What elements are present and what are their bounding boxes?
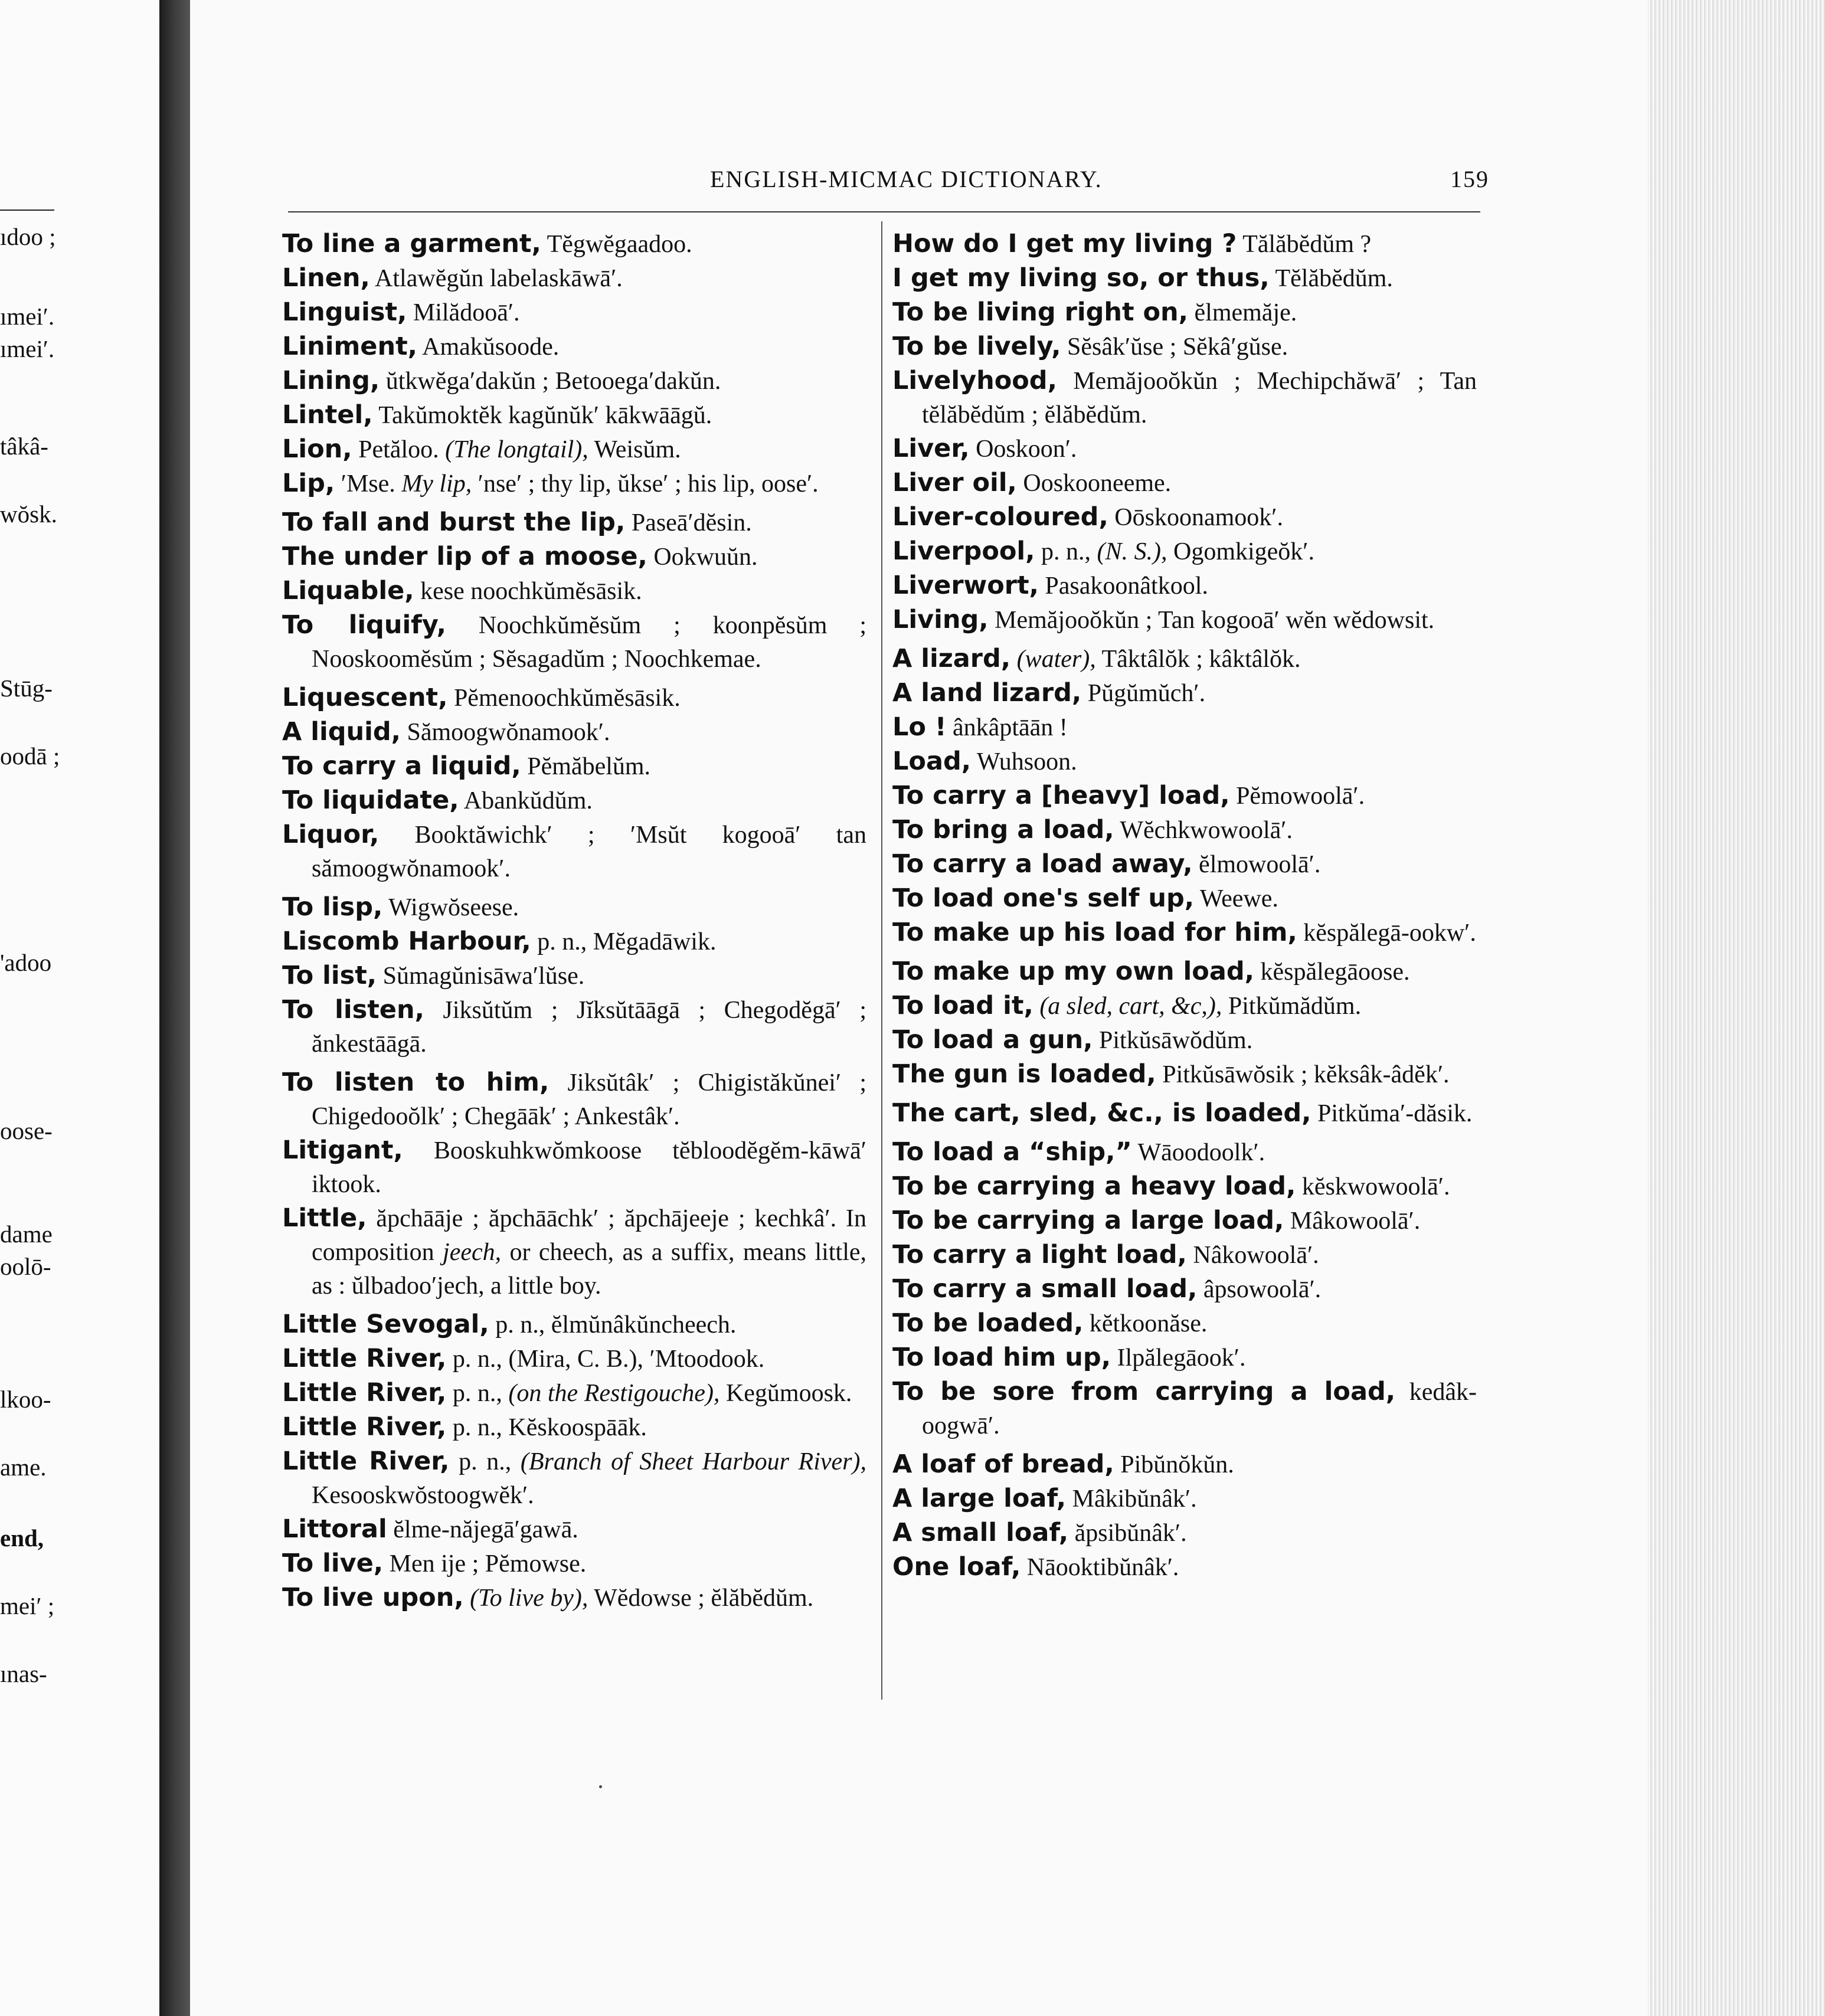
previous-page-fragment: ınas-	[0, 1660, 47, 1687]
entry-headword: To carry a [heavy] load,	[892, 781, 1230, 810]
dictionary-entry	[892, 779, 1477, 813]
entry-headword: To make up my own load,	[892, 957, 1254, 986]
dictionary-entry	[892, 1550, 1477, 1585]
previous-page-fragment: oose-	[0, 1117, 53, 1144]
entry-definition: Takŭmoktĕk kagŭnŭk′ kākwāāgŭ.	[372, 402, 712, 429]
dictionary-entry	[282, 1308, 866, 1342]
previous-page-fragment: mei′ ;	[0, 1592, 55, 1619]
entry-definition: Booskuhkwŏmkoose tĕbloodĕgĕm-kāwā′ iktook.	[312, 1137, 866, 1198]
entry-definition: Nāooktibŭnâk′.	[1021, 1554, 1179, 1581]
entry-definition-tail: Wĕdowse ; ĕlăbĕdŭm.	[588, 1585, 814, 1612]
dictionary-entry	[892, 1023, 1477, 1058]
page-edges	[1648, 0, 1825, 2016]
entry-headword: To live,	[282, 1549, 384, 1578]
header-rule	[288, 211, 1480, 212]
entry-definition: Sămoogwŏnamook′.	[400, 719, 610, 746]
entry-headword: To be loaded,	[892, 1308, 1084, 1338]
entry-headword: To carry a light load,	[892, 1240, 1187, 1269]
entry-definition: Sŭmagŭnisāwa′lŭse.	[377, 963, 585, 990]
dictionary-entry	[282, 1134, 866, 1202]
entry-definition: Pĕmăbelŭm.	[521, 753, 651, 780]
entry-definition: Sĕsâk′ŭse ; Sĕkâ′gŭse.	[1061, 333, 1288, 361]
previous-page-fragment: end,	[0, 1524, 44, 1552]
dictionary-entry	[892, 1135, 1477, 1170]
dictionary-entry	[892, 955, 1477, 989]
entry-italic-note: (water),	[1010, 646, 1096, 673]
entry-headword: Liver-coloured,	[892, 502, 1108, 532]
entry-headword: To be living right on,	[892, 297, 1189, 327]
dictionary-entry	[282, 715, 866, 750]
dictionary-entry	[282, 540, 866, 574]
entry-headword: To liquidate,	[282, 786, 459, 815]
entry-definition: Pitkŭsāwŏdŭm.	[1093, 1027, 1253, 1054]
dictionary-entry	[282, 1445, 866, 1513]
entry-definition: Tĕlăbĕdŭm.	[1269, 265, 1393, 292]
entry-definition-tail: Tâktâlŏk ; kâktâlŏk.	[1095, 646, 1301, 673]
entry-definition: ĕlmowoolā′.	[1192, 851, 1321, 878]
entry-definition: ′Mse.	[335, 470, 395, 498]
entry-headword: Little River,	[282, 1344, 447, 1373]
entry-headword: One loaf,	[892, 1552, 1021, 1582]
previous-page-fragment: lkoo-	[0, 1386, 51, 1413]
entry-headword: I get my living so, or thus,	[892, 263, 1270, 293]
dictionary-entry	[892, 603, 1477, 637]
entry-definition: Petăloo.	[352, 436, 439, 463]
previous-page-fragment: wŏsk.	[0, 500, 57, 528]
entry-headword: A lizard,	[892, 644, 1011, 673]
entry-headword: To be sore from carrying a load,	[892, 1377, 1396, 1406]
entry-italic-note: (N. S.),	[1090, 538, 1167, 565]
entry-definition: Mâkowoolā′.	[1284, 1207, 1421, 1235]
entry-headword: To fall and burst the lip,	[282, 508, 626, 537]
entry-headword: How do I get my living ?	[892, 229, 1237, 258]
dictionary-entry	[892, 813, 1477, 847]
entry-definition: ânkâptāān !	[946, 714, 1068, 741]
dictionary-entry	[892, 261, 1477, 296]
entry-headword: To liquify,	[282, 610, 446, 640]
entry-definition: Ookwuŭn.	[647, 544, 758, 571]
entry-definition-tail: ′nse′ ; thy lip, ŭkse′ ; his lip, oose′.	[472, 470, 819, 498]
entry-headword: To load it,	[892, 991, 1033, 1020]
entry-headword: To lisp,	[282, 892, 383, 922]
entry-headword: To carry a small load,	[892, 1274, 1198, 1304]
entry-headword: Lintel,	[282, 400, 373, 430]
previous-page-fragment: Stūg-	[0, 675, 53, 702]
dictionary-entry	[892, 1204, 1477, 1238]
entry-definition: kĕspălegā-ookw′.	[1297, 919, 1476, 947]
entry-definition-tail: Ogomkigeŏk′.	[1167, 538, 1314, 565]
dictionary-entry	[892, 1448, 1477, 1482]
dictionary-entry	[892, 1482, 1477, 1516]
previous-page-fragment: ımei′.	[0, 303, 55, 330]
entry-headword: Liverwort,	[892, 571, 1039, 600]
entry-headword: Little River,	[282, 1412, 447, 1442]
entry-headword: To be lively,	[892, 332, 1061, 361]
entry-headword: Lining,	[282, 366, 380, 395]
left-column	[282, 227, 866, 1615]
entry-headword: Littoral	[282, 1514, 387, 1544]
entry-definition: Pitkŭma′-dăsik.	[1311, 1100, 1473, 1127]
entry-headword: Liverpool,	[892, 536, 1035, 566]
entry-headword: To be carrying a heavy load,	[892, 1171, 1296, 1201]
entry-definition: Wigwŏseese.	[382, 894, 519, 921]
entry-definition: Ooskoon′.	[969, 436, 1077, 463]
entry-headword: Liver oil,	[892, 468, 1017, 498]
previous-page-fragment: 'adoo	[0, 949, 52, 976]
entry-definition: Noochkŭmĕsŭm ; koonpĕsŭm ; Nooskoomĕsŭm ; Sĕsagadŭm ; Noochkemae.	[312, 612, 866, 673]
dictionary-entry	[892, 1238, 1477, 1272]
dictionary-entry	[892, 1341, 1477, 1375]
dictionary-entry	[892, 1170, 1477, 1204]
entry-headword: To carry a liquid,	[282, 751, 521, 781]
dictionary-entry	[282, 467, 866, 501]
entry-italic-note: (a sled, cart, &c,),	[1033, 993, 1222, 1020]
entry-definition: Wāoodoolk′.	[1131, 1139, 1265, 1166]
entry-headword: To load one's self up,	[892, 883, 1195, 913]
entry-headword: To line a garment,	[282, 229, 541, 258]
previous-page-fragment: oolō-	[0, 1253, 51, 1280]
dictionary-entry	[892, 882, 1477, 916]
entry-definition: Tĕgwĕgaadoo.	[541, 231, 692, 258]
entry-italic-note: (Branch of Sheet Harbour River),	[511, 1448, 866, 1475]
dictionary-entry	[892, 642, 1477, 676]
dictionary-entry	[892, 847, 1477, 882]
dictionary-entry	[892, 676, 1477, 711]
dictionary-entry	[282, 1410, 866, 1445]
entry-italic-note: jeech,	[434, 1239, 502, 1266]
entry-headword: Lip,	[282, 469, 335, 498]
entry-definition: Booktăwichk′ ; ′Msŭt kogooā′ tan sămoogwŏnamook′.	[312, 822, 866, 882]
entry-definition: Memăjooŏkŭn ; Mechipchăwā′ ; Tan tĕlăbĕdŭm ; ĕlăbĕdŭm.	[922, 368, 1477, 428]
dictionary-entry	[282, 1342, 866, 1376]
running-title: ENGLISH-MICMAC DICTIONARY.	[710, 166, 1103, 192]
dictionary-entry	[282, 925, 866, 959]
dictionary-entry	[892, 711, 1477, 745]
entry-headword: A loaf of bread,	[892, 1449, 1114, 1479]
entry-definition: p. n.,	[1035, 538, 1091, 565]
dictionary-entry	[282, 1513, 866, 1547]
dictionary-entry	[282, 398, 866, 433]
dictionary-entry	[282, 1202, 866, 1303]
entry-definition: p. n., (Mira, C. B.), ′Mtoodook.	[446, 1346, 765, 1373]
dictionary-entry	[892, 1307, 1477, 1341]
entry-headword: Liquable,	[282, 576, 414, 606]
dictionary-entry	[282, 1581, 866, 1615]
entry-definition: Jiksŭtŭm ; Jĭksŭtāāgā ; Chegodĕgā′ ; ănkestāāgā.	[312, 997, 866, 1058]
entry-headword: Liver,	[892, 434, 970, 463]
entry-headword: Liquescent,	[282, 683, 448, 712]
entry-headword: A land lizard,	[892, 678, 1082, 708]
entry-headword: To load him up,	[892, 1343, 1111, 1372]
dictionary-entry	[282, 891, 866, 925]
entry-definition: ăpchāāje ; ăpchāāchk′ ; ăpchājeeje ; kechkâ′. In composition	[312, 1205, 866, 1266]
entry-definition: Mâkibŭnâk′.	[1066, 1485, 1197, 1513]
previous-page-fragment: tâkâ-	[0, 433, 48, 460]
previous-page-fragment: ımei′.	[0, 335, 55, 362]
entry-definition: Pitkŭsāwŏsik ; kĕksâk-âdĕk′.	[1156, 1061, 1450, 1088]
dictionary-entry	[892, 500, 1477, 535]
entry-headword: To be carrying a large load,	[892, 1206, 1284, 1235]
entry-definition: Memăjooŏkŭn ; Tan kogooā′ wĕn wĕdowsit.	[988, 607, 1435, 634]
entry-headword: To load a “ship,”	[892, 1137, 1132, 1167]
dictionary-entry	[892, 364, 1477, 432]
dictionary-entry	[282, 296, 866, 330]
entry-definition: Atlawĕgŭn labelaskāwā′.	[369, 265, 623, 292]
dictionary-entry	[892, 1097, 1477, 1131]
entry-definition-tail: Weisŭm.	[588, 436, 681, 463]
entry-definition: Wĕchkwowoolā′.	[1114, 817, 1293, 844]
dictionary-entry	[892, 1516, 1477, 1550]
dictionary-entry	[282, 959, 866, 993]
entry-definition: Oōskoonamook′.	[1108, 504, 1283, 531]
entry-headword: To carry a load away,	[892, 849, 1193, 879]
dictionary-entry	[892, 989, 1477, 1023]
entry-headword: To make up his load for him,	[892, 918, 1297, 947]
page-speck	[599, 1785, 602, 1788]
previous-page-fragment: ıdoo ;	[0, 223, 56, 250]
entry-definition: âpsowoolā′.	[1197, 1276, 1322, 1303]
entry-definition-tail: Kegŭmoosk.	[719, 1380, 852, 1407]
dictionary-entry	[892, 432, 1477, 466]
entry-definition: Men ije ; Pĕmowse.	[383, 1550, 587, 1578]
dictionary-entry	[892, 1058, 1477, 1092]
entry-italic-note: (To live by),	[463, 1585, 588, 1612]
entry-definition: p. n., Kĕskoospāāk.	[446, 1414, 647, 1441]
entry-definition: p. n., ĕlmŭnâkŭncheech.	[489, 1311, 737, 1338]
entry-definition: Pĕmowoolā′.	[1229, 783, 1365, 810]
entry-italic-note: (on the Restigouche),	[502, 1380, 720, 1407]
entry-definition: ĕlmemăje.	[1188, 299, 1297, 326]
entry-italic-note: My lip,	[395, 470, 472, 498]
dictionary-entry	[282, 1547, 866, 1581]
entry-headword: Linen,	[282, 263, 370, 293]
entry-headword: Load,	[892, 747, 972, 776]
entry-definition-tail: or cheech, as a suffix, means little, as : ŭlbadoo′jech, a little boy.	[312, 1239, 866, 1300]
previous-page-fragment: dame	[0, 1220, 53, 1248]
dictionary-entry	[892, 466, 1477, 500]
entry-definition: Nâkowoolā′.	[1186, 1242, 1319, 1269]
dictionary-entry	[282, 574, 866, 608]
entry-headword: A liquid,	[282, 717, 401, 747]
entry-headword: Lion,	[282, 434, 352, 464]
entry-headword: Liscomb Harbour,	[282, 927, 531, 956]
dictionary-entry	[282, 330, 866, 364]
entry-definition: ĕlme-năjegā′gawā.	[387, 1516, 578, 1543]
entry-definition: p. n., Mĕgadāwik.	[531, 928, 717, 955]
column-divider	[881, 221, 882, 1700]
entry-headword: A small loaf,	[892, 1518, 1069, 1547]
right-column	[892, 227, 1477, 1585]
entry-headword: To listen to him,	[282, 1068, 550, 1097]
entry-headword: Lo !	[892, 712, 947, 742]
dictionary-entry	[892, 535, 1477, 569]
entry-headword: Little River,	[282, 1378, 447, 1408]
entry-headword: Livelyhood,	[892, 366, 1057, 395]
entry-definition: Weewe.	[1194, 885, 1278, 912]
entry-definition: p. n.,	[446, 1380, 502, 1407]
entry-headword: The under lip of a moose,	[282, 542, 647, 571]
dictionary-entry	[282, 364, 866, 398]
entry-definition: Ooskooneeme.	[1016, 470, 1172, 497]
entry-headword: To bring a load,	[892, 815, 1114, 845]
entry-definition: Ilpălegāook′.	[1111, 1344, 1246, 1372]
entry-definition: Tălăbĕdŭm ?	[1237, 231, 1372, 258]
previous-page-fragment: ame.	[0, 1454, 47, 1481]
dictionary-entry	[282, 750, 866, 784]
entry-definition: Pĕmenoochkŭmĕsāsik.	[447, 685, 681, 712]
dictionary-entry	[282, 1376, 866, 1410]
dictionary-entry	[282, 993, 866, 1061]
entry-definition: Paseā′dĕsin.	[625, 509, 752, 536]
entry-headword: Little River,	[282, 1446, 450, 1476]
running-header	[710, 165, 1489, 201]
entry-headword: To list,	[282, 961, 377, 990]
entry-definition-tail: Pitkŭmădŭm.	[1222, 993, 1362, 1020]
entry-definition: Jiksŭtâk′ ; Chigistăkŭnei′ ; Chigedooŏlk′ ; Chegāāk′ ; Ankestâk′.	[312, 1069, 866, 1130]
dictionary-entry	[282, 433, 866, 467]
dictionary-entry	[282, 681, 866, 715]
entry-definition: Wuhsoon.	[971, 748, 1077, 775]
dictionary-entry	[282, 608, 866, 676]
dictionary-entry	[892, 227, 1477, 261]
entry-headword: To listen,	[282, 995, 424, 1025]
dictionary-entry	[892, 916, 1477, 950]
entry-definition: Pŭgŭmŭch′.	[1081, 680, 1206, 707]
dictionary-entry	[892, 1375, 1477, 1443]
entry-headword: Little Sevogal,	[282, 1310, 489, 1339]
entry-headword: To live upon,	[282, 1583, 464, 1612]
dictionary-entry	[892, 296, 1477, 330]
entry-headword: Little,	[282, 1203, 367, 1233]
entry-italic-note: (The longtail),	[439, 436, 588, 463]
entry-definition: ăpsibŭnâk′.	[1068, 1520, 1187, 1547]
entry-headword: To load a gun,	[892, 1025, 1093, 1055]
entry-headword: The cart, sled, &c., is loaded,	[892, 1098, 1311, 1128]
entry-definition: Amakŭsoode.	[417, 333, 560, 361]
entry-headword: A large loaf,	[892, 1484, 1067, 1513]
entry-headword: The gun is loaded,	[892, 1059, 1156, 1089]
entry-definition: Abankŭdŭm.	[459, 787, 593, 814]
entry-headword: Litigant,	[282, 1135, 403, 1165]
previous-page-rule	[0, 210, 54, 211]
entry-definition: Pibŭnŏkŭn.	[1114, 1451, 1234, 1478]
entry-definition: kĕtkoonăse.	[1083, 1310, 1208, 1337]
previous-page	[0, 0, 159, 2016]
entry-definition: kedâk-oogwā′.	[922, 1379, 1477, 1439]
dictionary-entry	[282, 1066, 866, 1134]
entry-definition: p. n.,	[449, 1448, 512, 1475]
dictionary-entry	[892, 569, 1477, 603]
entry-definition: ŭtkwĕga′dakŭn ; Betooega′dakŭn.	[380, 368, 721, 395]
page-number: 159	[1450, 166, 1489, 192]
previous-page-fragment: oodā ;	[0, 742, 60, 770]
entry-definition-tail: Kesooskwŏstoogwĕk′.	[312, 1482, 534, 1509]
entry-headword: Linguist,	[282, 297, 407, 327]
entry-definition: Pasakoonâtkool.	[1038, 572, 1208, 600]
entry-definition: kĕspălegāoose.	[1254, 958, 1410, 986]
dictionary-entry	[892, 330, 1477, 364]
entry-headword: Living,	[892, 605, 989, 634]
dictionary-entry	[892, 745, 1477, 779]
book-gutter	[159, 0, 190, 2016]
dictionary-entry	[282, 784, 866, 818]
entry-definition: kĕskwowoolā′.	[1296, 1173, 1450, 1200]
dictionary-entry	[282, 818, 866, 886]
dictionary-entry	[282, 506, 866, 540]
entry-definition: Milădooā′.	[407, 299, 520, 326]
entry-definition: kese noochkŭmĕsāsik.	[414, 578, 642, 605]
dictionary-entry	[282, 227, 866, 261]
entry-headword: Liniment,	[282, 332, 417, 361]
dictionary-entry	[892, 1272, 1477, 1307]
entry-headword: Liquor,	[282, 820, 380, 849]
dictionary-entry	[282, 261, 866, 296]
